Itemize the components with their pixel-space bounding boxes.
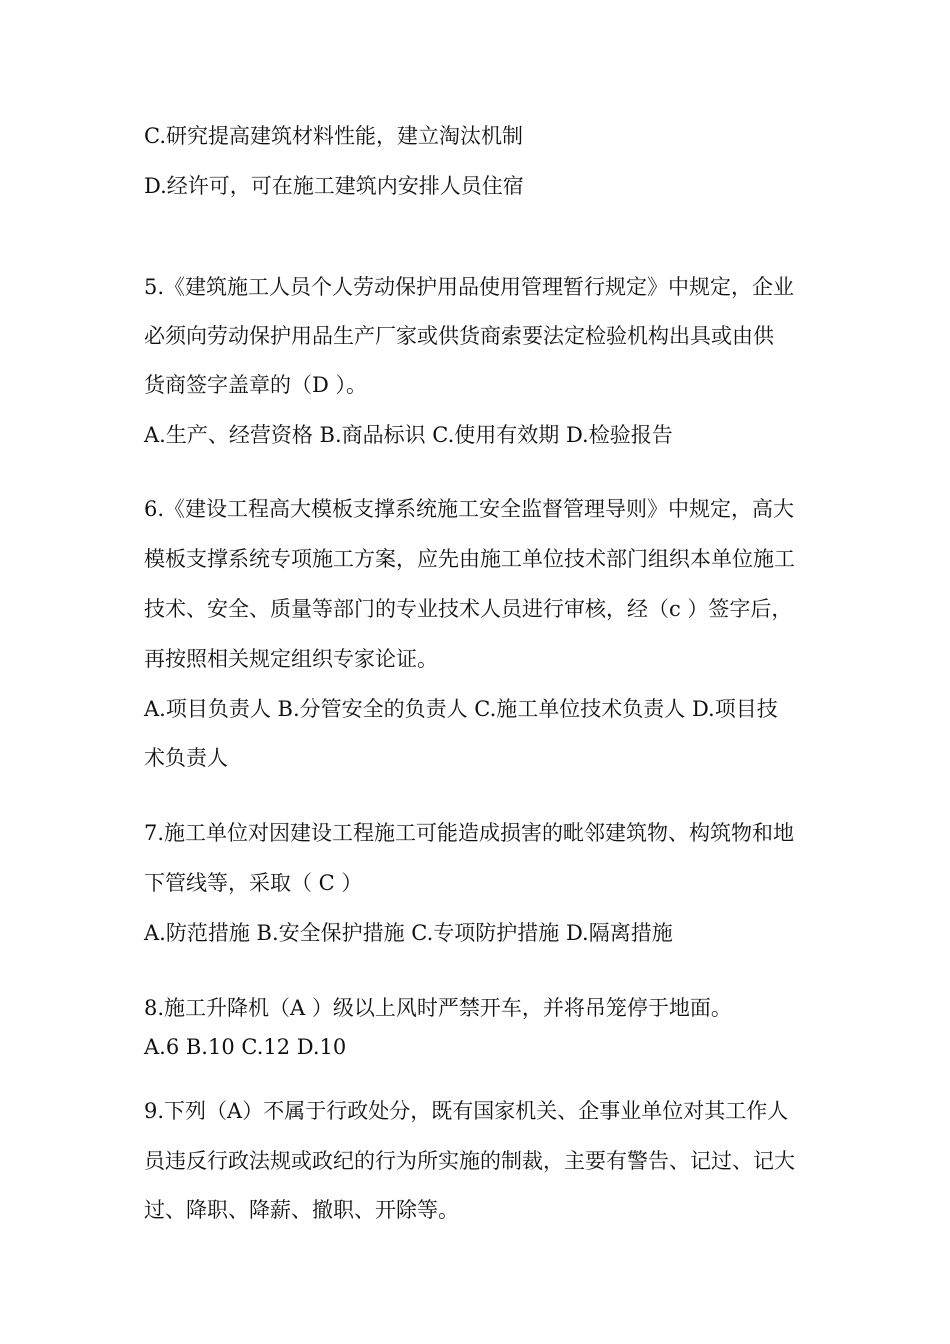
q9-question-line-2: 员违反行政法规或政纪的行为所实施的制裁，主要有警告、记过、记大 <box>144 1149 795 1173</box>
q9-question-line-3: 过、降职、降薪、撤职、开除等。 <box>144 1198 459 1222</box>
q6-question-line-3: 技术、安全、质量等部门的专业技术人员进行审核，经（c ）签字后， <box>144 597 793 621</box>
q8-options: A.6 B.10 C.12 D.10 <box>144 1035 347 1059</box>
q7-question-line-1: 7.施工单位对因建设工程施工可能造成损害的毗邻建筑物、构筑物和地 <box>144 821 795 845</box>
q9-question-line-1: 9.下列（A）不属于行政处分，既有国家机关、企事业单位对其工作人 <box>144 1099 789 1123</box>
q5-question-line-3: 货商签字盖章的（D ）。 <box>144 373 368 397</box>
q6-question-line-1: 6.《建设工程高大模板支撑系统施工安全监督管理导则》中规定，高大 <box>144 497 795 521</box>
q6-question-line-2: 模板支撑系统专项施工方案，应先由施工单位技术部门组织本单位施工 <box>144 547 795 571</box>
q6-options-line-1: A.项目负责人 B.分管安全的负责人 C.施工单位技术负责人 D.项目技 <box>144 697 778 721</box>
q8-question: 8.施工升降机（A ）级以上风时严禁开车，并将吊笼停于地面。 <box>144 996 732 1020</box>
q6-question-line-4: 再按照相关规定组织专家论证。 <box>144 647 438 671</box>
q5-options: A.生产、经营资格 B.商品标识 C.使用有效期 D.检验报告 <box>144 423 673 447</box>
q6-options-line-2: 术负责人 <box>144 746 228 770</box>
q5-question-line-1: 5.《建筑施工人员个人劳动保护用品使用管理暂行规定》中规定，企业 <box>144 275 795 299</box>
q4-option-c: C.研究提高建筑材料性能，建立淘汰机制 <box>144 124 523 148</box>
q7-question-line-2: 下管线等，采取（ C ） <box>144 871 363 895</box>
q4-option-d: D.经许可，可在施工建筑内安排人员住宿 <box>144 174 524 198</box>
q5-question-line-2: 必须向劳动保护用品生产厂家或供货商索要法定检验机构出具或由供 <box>144 324 774 348</box>
q7-options: A.防范措施 B.安全保护措施 C.专项防护措施 D.隔离措施 <box>144 921 673 945</box>
